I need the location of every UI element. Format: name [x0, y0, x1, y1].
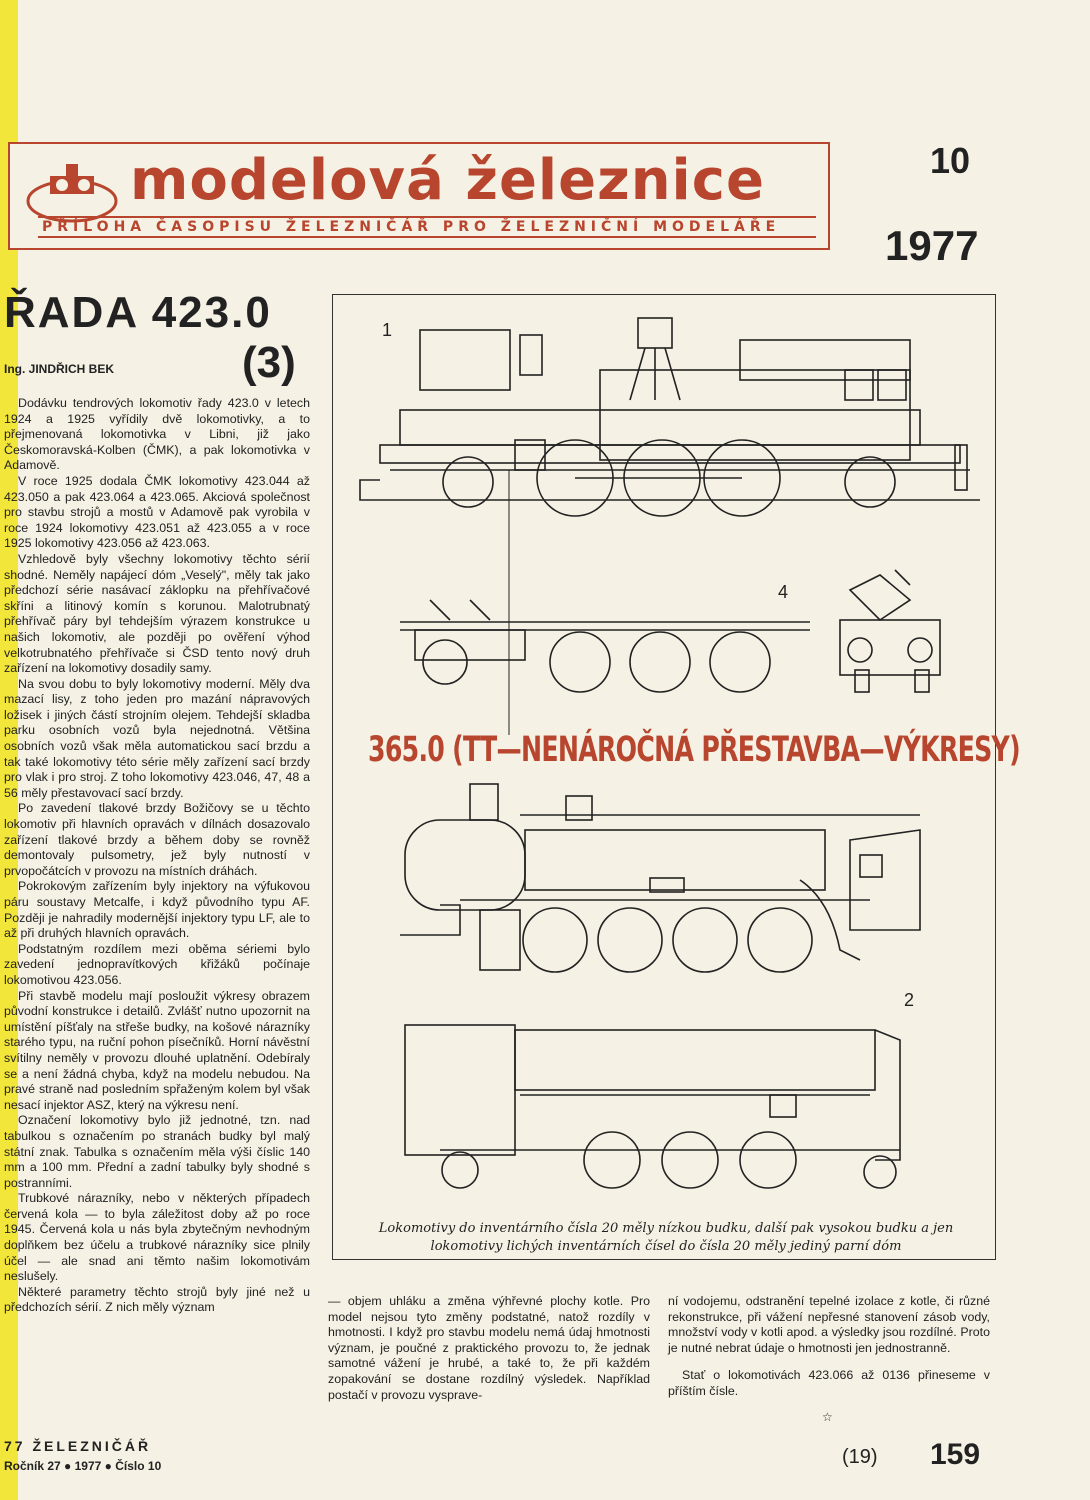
end-star-icon: ☆ [822, 1410, 833, 1424]
figure-2-lower-drawing [405, 1025, 900, 1188]
footer-line-2: Ročník 27 ● 1977 ● Číslo 10 [4, 1459, 162, 1473]
figure-2-upper-drawing [400, 784, 920, 972]
figure-4-drawing [400, 570, 940, 692]
issue-number: 10 [930, 140, 971, 181]
footer-line-1: 77 ŽELEZNIČÁŘ [4, 1438, 152, 1454]
drawing-caption: Lokomotivy do inventárního čísla 20 měly nízkou budku, další pak vysokou budku a jen lokomotivy lichých inventárních čísel do čísla 20 měly jediný parní dóm [378, 1221, 954, 1254]
article-column-2 [328, 1294, 650, 1403]
figure-1-label: 1 [382, 320, 393, 340]
paragraph: Dodávku tendrových lokomotiv řady 423.0 v letech 1924 a 1925 vyřídily dvě lokomotivky, a to přejmenovaná lokomotivka v Libni, již jako Českomoravská-Kolben (ČMK), a pak lokomotivka v Adamově. [4, 396, 310, 473]
article-column-3 [668, 1294, 990, 1400]
figure-2-label: 2 [904, 990, 915, 1010]
paragraph: Po zavedení tlakové brzdy Božičovy se u těchto lokomotiv při hlavních opravách v dílnách dosazovalo zařízení tlakové brzdy a během doby se rovněž demontovaly pulsometry, jež byly nutností v prvopočátcích v provozu na místních dráhách. [4, 801, 310, 878]
paragraph: Podstatným rozdílem mezi oběma sériemi bylo zavedení jednopravítkových křižáků počínaje lokomotivou 423.056. [4, 941, 310, 987]
paragraph: Stať o lokomotivách 423.066 až 0136 přineseme v příštím čísle. [668, 1368, 990, 1398]
figure-4-label: 4 [778, 582, 789, 602]
drawing-heading: 365.0 (TT—NENÁROČNÁ PŘESTAVBA—VÝKRESY) [368, 730, 1020, 770]
paragraph: Pokrokovým zařízením byly injektory na výfukovou páru soustavy Metcalfe, i když původního typu AF. Později je nahradily modernější injektory typu LF, ale to až při druhých hlavních opravách. [4, 879, 310, 941]
paragraph: Označení lokomotivy bylo již jednotné, tzn. nad tabulkou s označením po stranách budky byl malý státní znak. Tabulka s označením měla výši číslic 140 mm a 100 mm. Přední a zadní tabulky byly shodné s postranními. [4, 1113, 310, 1190]
figure-1-drawing [360, 318, 980, 516]
article-author: Ing. JINDŘICH BEK [4, 362, 115, 376]
page-sub-number: (19) [842, 1446, 878, 1468]
paragraph: V roce 1925 dodala ČMK lokomotivy 423.044 až 423.050 a pak 423.064 a 423.065. Akciová společnost pro stavbu strojů a mostů v Adamově pak vyrobila v roce 1924 lokomotivy 423.051 až 423.055 a v roce 1925 lokomotivy 423.056 až 423.063. [4, 473, 310, 551]
paragraph: ní vodojemu, odstranění tepelné izolace z kotle, či různé rekonstrukce, při vážení nepřesné stanovení zásob vody, množství vody v kotli apod. a výsledky jsou rozdílné. Proto je nutné nebrat údaje o hmotnosti jen jednostranně. [668, 1294, 990, 1355]
magazine-title: modelová železnice [130, 148, 765, 213]
paragraph: Při stavbě modelu mají posloužit výkresy obrazem původní konstrukce i detailů. Zvlášť nutno upozornit na umístění píšťaly na střeše budky, na košové nárazníky starého typu, na ruční pohon písečníků. Horní návěstní svítilny neměly v provozu dlouhé uplatnění. Odebíraly se a není žádná chyba, když na modelu nebudou. Na pravé straně nad posledním spřaženým kolem byl však nesací injektor ASZ, který na výkresu není. [4, 988, 310, 1112]
paragraph: Některé parametry těchto strojů byly jiné než u předchozích sérií. Z nich měly význam [4, 1284, 310, 1315]
footer-publication [4, 1436, 161, 1476]
paragraph: Na svou dobu to byly lokomotivy moderní. Měly dva mazací lisy, z toho jeden pro mazání nápravových ložisek i jiných částí strojním olejem. Tehdejší skladba parku osobních vozů byla nejednotná. Většina osobních vozů však měla automatickou sací brzdu a tak také lokomotivy této série měly zařízení sací brzdy pro vlak i pro stroj. Z toho lokomotivy 423.046, 47, 48 a 56 měly přestavovací sací brzdy. [4, 676, 310, 800]
paragraph: — objem uhláku a změna výhřevné plochy kotle. Pro model nejsou tyto změny podstatné, natož rozdíly v hmotnosti. I když pro stavbu modelu nemá údaj hmotnosti význam, je poučné z praktického provozu to, že jednak samotné vážení je hrubé, a také to, že při každém zopakování se dostane rozdílný výsledek. Například postačí v provozu vysprave- [328, 1294, 650, 1402]
paragraph: Vzhledově byly všechny lokomotivy těchto sérií shodné. Neměly napájecí dóm „Veselý", měly tak jako předchozí série nasávací záklopku na přehřívačové skříni a litinový komín s korunou. Malotrubnatý přehřívač páry byl tehdejším výrazem konstrukce u našich lokomotiv, ale později po ověření výhod velkotrubnatého přehřívače si ČSD tento nový druh zařízení na lokomotivy dosadily samy. [4, 551, 310, 676]
article-part: (3) [242, 338, 296, 387]
page-number: 159 [930, 1438, 981, 1471]
issue-year: 1977 [885, 222, 979, 269]
magazine-subtitle: PŘÍLOHA ČASOPISU ŽELEZNIČÁŘ PRO ŽELEZNIČNÍ MODELÁŘE [38, 216, 816, 238]
article-title: ŘADA 423.0 [4, 288, 272, 337]
paragraph: Trubkové nárazníky, nebo v některých případech červená kola — to byla záležitost doby až po roce 1945. Červená kola u nás byla zbytečným nevhodným doplňkem bez účelu a trubkové nárazníky sice plnily účel — ale snad ani těmto našim lokomotivám neslušely. [4, 1191, 310, 1284]
